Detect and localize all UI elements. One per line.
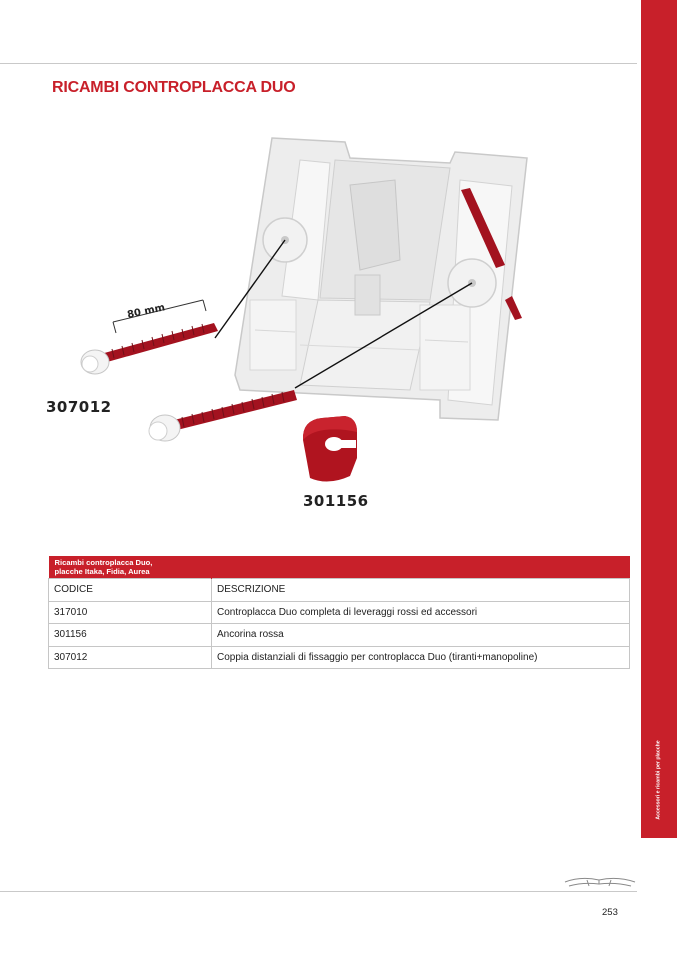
mounting-plate <box>235 138 527 420</box>
table-header-line: placche Itaka, Fidia, Aurea <box>54 567 150 576</box>
column-header-row <box>49 579 630 602</box>
table-header-title <box>49 556 212 579</box>
column-header-codice: CODICE <box>49 579 212 602</box>
anchor-clip-301156 <box>303 416 357 482</box>
table-header-row <box>49 556 630 579</box>
table-row <box>49 601 630 624</box>
section-side-label-text: Accessori e ricambi per placche <box>656 740 663 820</box>
part-label-307012: 307012 <box>46 398 112 416</box>
table-header-spacer <box>212 556 630 579</box>
page-number: 253 <box>602 907 618 918</box>
side-tab-band <box>641 0 677 838</box>
brand-logo <box>563 874 638 892</box>
dimension-label: 80 mm <box>126 302 167 321</box>
table-row <box>49 646 630 669</box>
cell-description: Controplacca Duo completa di leveraggi rossi ed accessori <box>212 601 630 624</box>
cell-description: Ancorina rossa <box>212 624 630 647</box>
part-label-301156: 301156 <box>303 492 369 510</box>
spacer-rod-307012 <box>81 323 218 374</box>
bottom-divider <box>0 891 637 892</box>
spacer-rod-second <box>149 390 297 441</box>
page-title: RICAMBI CONTROPLACCA DUO <box>52 79 296 96</box>
product-illustration <box>40 125 600 525</box>
table-row <box>49 624 630 647</box>
spare-parts-table <box>48 556 630 669</box>
column-header-descrizione: DESCRIZIONE <box>212 579 630 602</box>
top-divider <box>0 63 637 64</box>
table-header-line: Ricambi controplacca Duo, <box>54 558 153 567</box>
section-side-label <box>649 730 669 830</box>
cell-code: 301156 <box>49 624 212 647</box>
cell-code: 317010 <box>49 601 212 624</box>
cell-code: 307012 <box>49 646 212 669</box>
cell-description: Coppia distanziali di fissaggio per controplacca Duo (tiranti+manopoline) <box>212 646 630 669</box>
